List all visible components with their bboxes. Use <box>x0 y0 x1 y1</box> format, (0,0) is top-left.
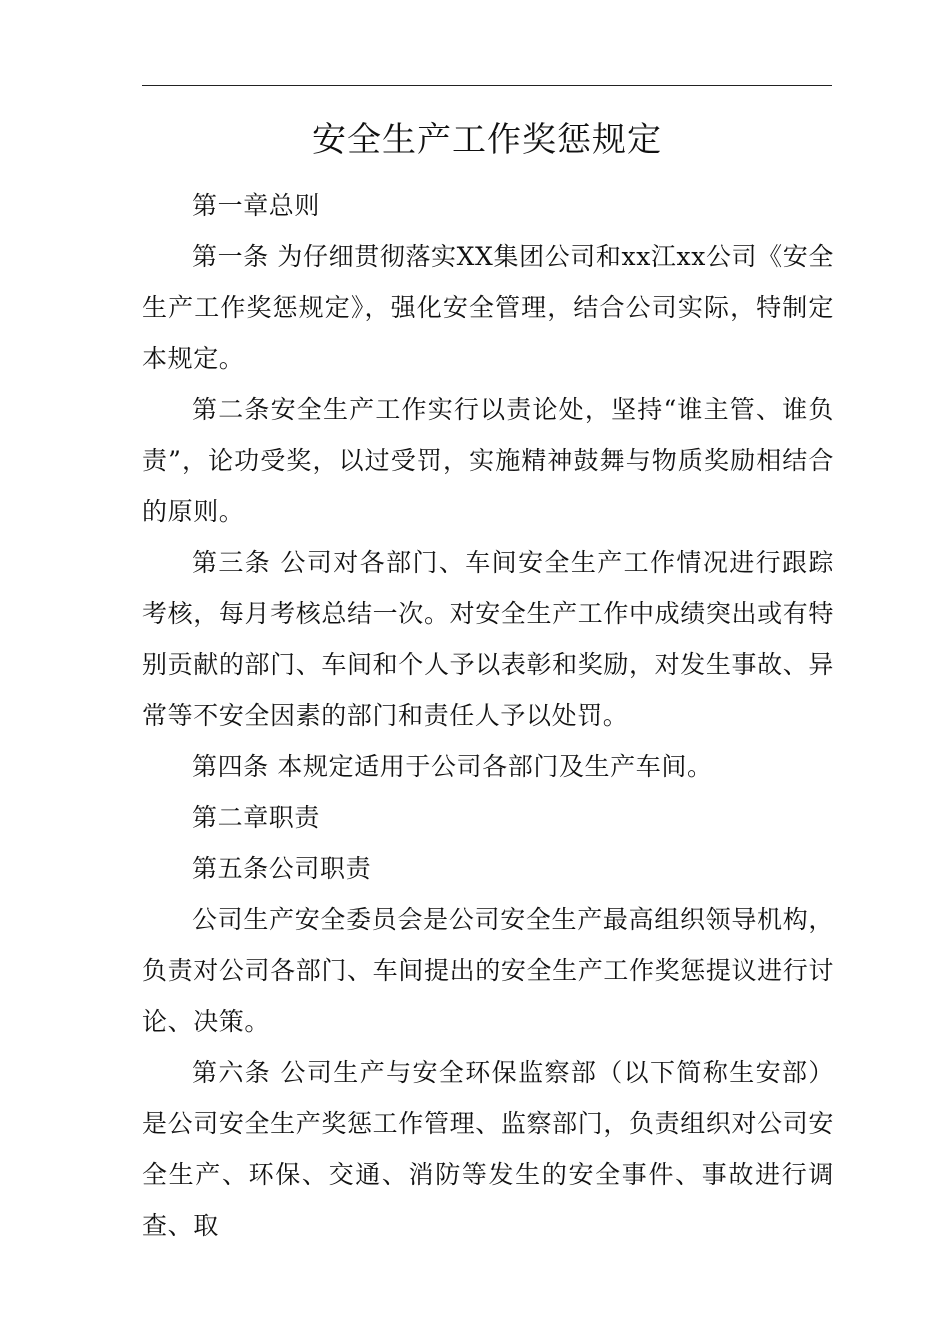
header-rule <box>142 85 832 86</box>
chapter-heading-1: 第一章总则 <box>192 191 321 220</box>
article-2: 第二条安全生产工作实行以责论处，坚持“谁主管、谁负责”，论功受奖，以过受罚，实施精神鼓舞与物质奖励相结合的原则。 <box>142 395 834 526</box>
article-3: 第三条 公司对各部门、车间安全生产工作情况进行跟踪考核，每月考核总结一次。对安全生产工作中成绩突出或有特别贡献的部门、车间和个人予以表彰和奖励，对发生事故、异常等不安全因素的部门和责任人予以处罚。 <box>142 548 834 730</box>
article-4: 第四条 本规定适用于公司各部门及生产车间。 <box>192 752 713 781</box>
article-1: 第一条 为仔细贯彻落实XX集团公司和xx江xx公司《安全生产工作奖惩规定》，强化安全管理，结合公司实际，特制定本规定。 <box>142 242 834 373</box>
document-title: 安全生产工作奖惩规定 <box>312 120 662 160</box>
document-body <box>142 180 834 1251</box>
article-6: 第六条 公司生产与安全环保监察部（以下简称生安部）是公司安全生产奖惩工作管理、监察部门，负责组织对公司安全生产、环保、交通、消防等发生的安全事件、事故进行调查、取 <box>142 1058 834 1240</box>
article-5-body: 公司生产安全委员会是公司安全生产最高组织领导机构，负责对公司各部门、车间提出的安全生产工作奖惩提议进行讨论、决策。 <box>142 905 834 1036</box>
chapter-heading-2: 第二章职责 <box>192 803 321 832</box>
article-5-heading: 第五条公司职责 <box>192 854 372 883</box>
